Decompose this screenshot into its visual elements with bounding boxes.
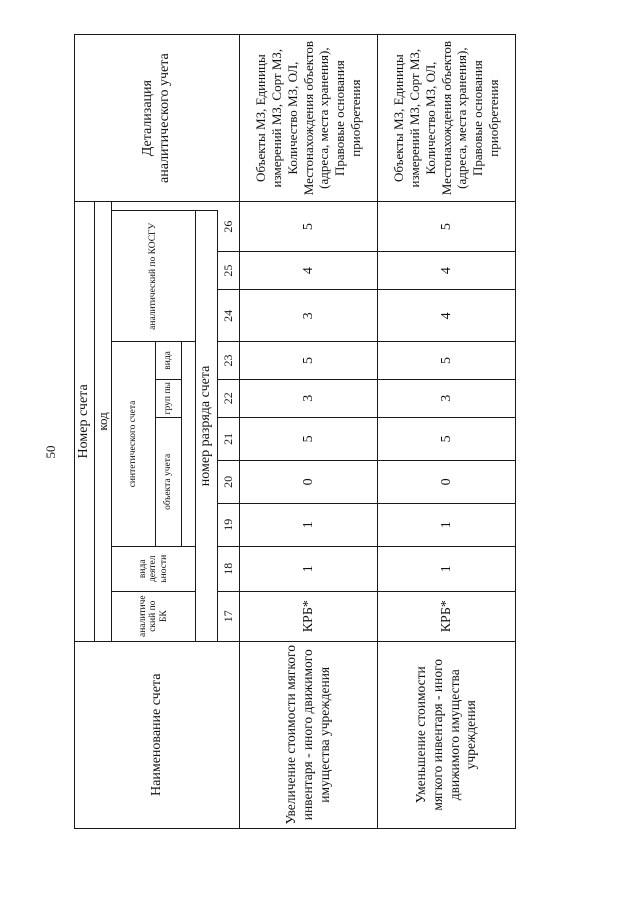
row-cell-21: 5 [240, 417, 378, 460]
table-row [378, 35, 516, 829]
row-cell-19: 1 [378, 503, 516, 546]
row-cell-19: 1 [240, 503, 378, 546]
header-analytic-bk: аналитиче ский по БК [112, 591, 196, 641]
header-group: груп пы [156, 379, 182, 417]
col-number: 22 [218, 379, 240, 417]
col-number: 18 [218, 546, 240, 591]
header-detail: Детализация аналитического учета [75, 35, 240, 202]
row-account-name: Уменьшение стоимости мягкого инвентаря - иного движимого имущества учреждения [378, 641, 516, 828]
row-cell-22: 3 [378, 379, 516, 417]
row-detail: Объекты МЗ, Единицы измерений МЗ, Сорт МЗ, Количество МЗ, ОЛ, Местонахождения объектов (адреса, места хранения), Правовые основания приобретения [378, 35, 516, 202]
header-kind: вида [156, 342, 182, 379]
row-cell-26: 5 [378, 202, 516, 252]
row-cell-18: 1 [378, 546, 516, 591]
row-cell-24: 4 [378, 290, 516, 342]
row-cell-23: 5 [378, 342, 516, 379]
rotated-table-container [74, 34, 502, 829]
row-cell-23: 5 [240, 342, 378, 379]
row-detail: Объекты МЗ, Единицы измерений МЗ, Сорт МЗ, Количество МЗ, ОЛ, Местонахождения объектов (адреса, места хранения), Правовые основания приобретения [240, 35, 378, 202]
row-cell-22: 3 [240, 379, 378, 417]
row-cell-20: 0 [378, 460, 516, 503]
row-cell-17: КРБ* [240, 591, 378, 641]
row-cell-24: 3 [240, 290, 378, 342]
row-cell-21: 5 [378, 417, 516, 460]
header-code: код [95, 202, 112, 641]
col-number: 21 [218, 417, 240, 460]
row-account-name: Увеличение стоимости мягкого инвентаря - иного движимого имущества учреждения [240, 641, 378, 828]
header-accounting-object: объекта учета [156, 417, 182, 546]
row-cell-25: 4 [378, 251, 516, 289]
table-row [240, 35, 378, 829]
header-digit-number: номер разряда счета [196, 211, 218, 641]
col-number: 19 [218, 503, 240, 546]
accounts-table [74, 34, 516, 829]
header-synthetic: синтетического счета [112, 342, 156, 546]
page-number: 50 [43, 445, 58, 459]
row-cell-18: 1 [240, 546, 378, 591]
col-number: 20 [218, 460, 240, 503]
row-cell-26: 5 [240, 202, 378, 252]
col-number: 25 [218, 251, 240, 289]
col-number: 24 [218, 290, 240, 342]
header-activity-type: вида деятел ьности [112, 546, 196, 591]
row-cell-25: 4 [240, 251, 378, 289]
header-empty-cell [182, 342, 196, 546]
document-table-area [74, 34, 502, 829]
row-cell-17: КРБ* [378, 591, 516, 641]
row-cell-20: 0 [240, 460, 378, 503]
header-account-name: Наименование счета [75, 641, 240, 828]
col-number: 17 [218, 591, 240, 641]
header-analytic-kosgu: аналитический по КОСГУ [112, 211, 196, 342]
col-number: 26 [218, 202, 240, 252]
col-number: 23 [218, 342, 240, 379]
header-account-number: Номер счета [75, 202, 95, 641]
